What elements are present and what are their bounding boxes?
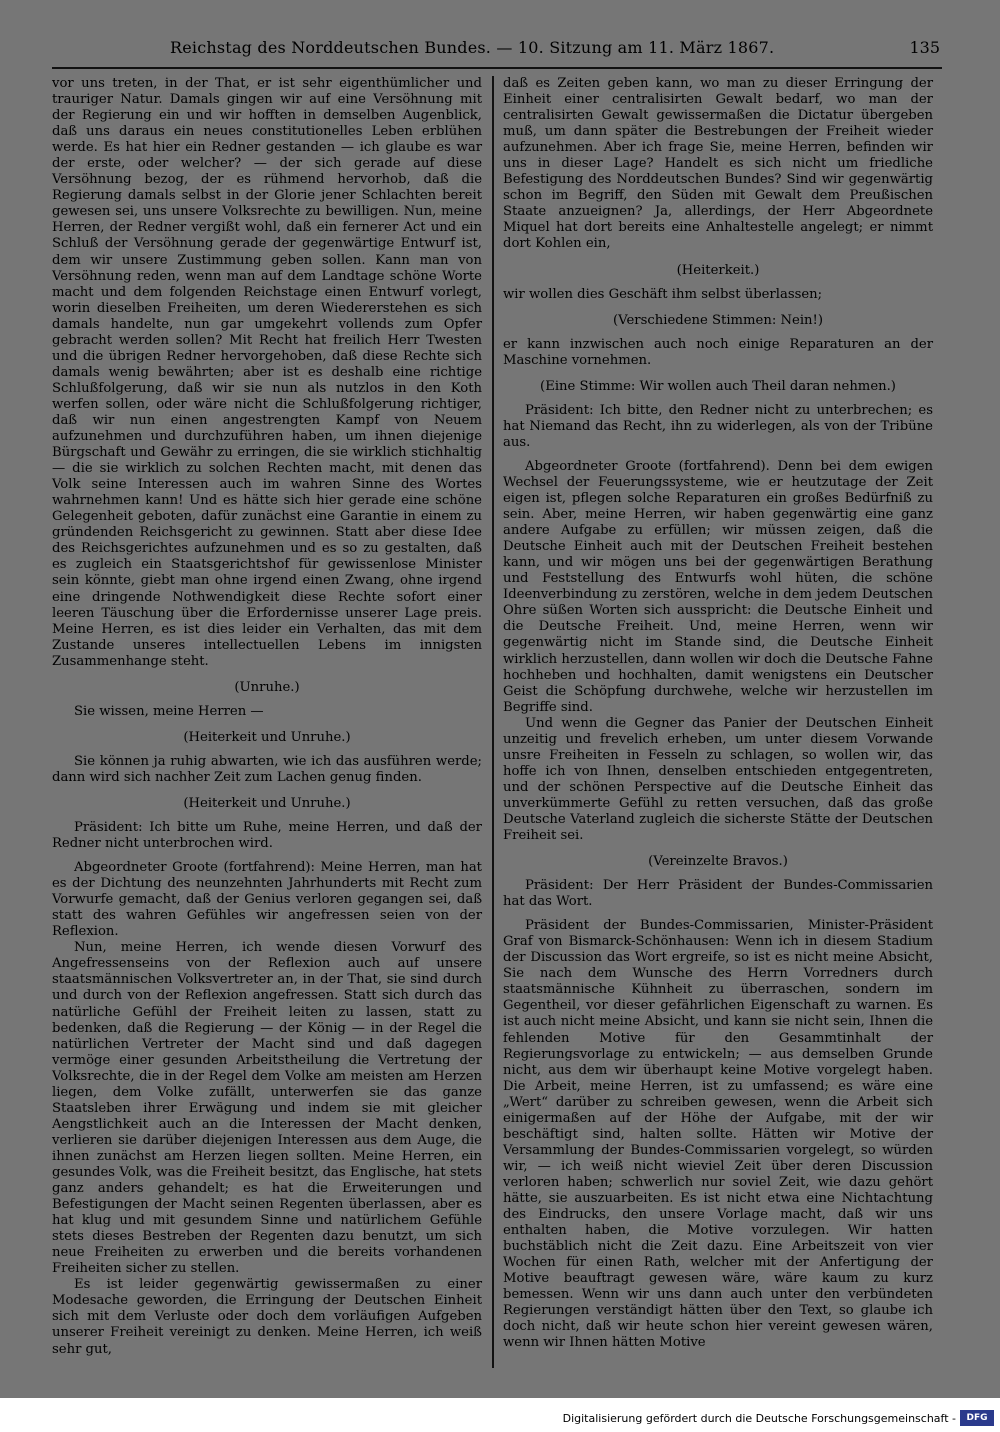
- column-divider: [492, 76, 494, 1368]
- paragraph: daß es Zeiten geben kann, wo man zu dieser Erringung der Einheit einer centralisirten Gewalt bedarf, wo man der centralisirten Gewalt gewissermaßen die Dictatur übergeben muß, um dann später die Bestrebungen der Freiheit wieder aufzunehmen. Aber ich frage Sie, meine Herren, befinden wir uns in dieser Lage? Handelt es sich nicht um friedliche Befestigung des Norddeutschen Bundes? Sind wir gegenwärtig schon im Begriff, den Süden mit Gewalt dem Preußischen Staate anzueignen? Ja, allerdings, der Herr Abgeordnete Miquel hat dort bereits eine Anhaltestelle angelegt; er nimmt dort Kohlen ein,: [503, 76, 933, 252]
- paragraph: wir wollen dies Geschäft ihm selbst überlassen;: [503, 286, 823, 302]
- paragraph: Abgeordneter Groote (fortfahrend): Meine Herren, man hat es der Dichtung des neunzehnten Jahrhunderts mit Recht zum Vorwurfe gemacht, daß der Genius verloren gegangen sei, daß statt des wahren Gefühles wir angefressen seien von der Reflexion.: [52, 860, 482, 940]
- interjection: (Heiterkeit und Unruhe.): [183, 795, 351, 811]
- paragraph: Es ist leider gegenwärtig gewissermaßen zu einer Modesache geworden, die Erringung der Deutschen Einheit sich mit dem Verluste oder doch dem vorläufigen Aufgeben unserer Freiheit vereinigt zu denken. Meine Herren, ich weiß sehr gut,: [52, 1277, 482, 1357]
- interjection: (Eine Stimme: Wir wollen auch Theil daran nehmen.): [540, 378, 896, 394]
- paragraph: Nun, meine Herren, ich wende diesen Vorwurf des Angefressenseins von der Reflexion auch auf unsere staatsmännischen Volksvertreter an, in der That, sie sind durch und durch von der Reflexion angefressen. Statt sich durch das natürliche Gefühl der Freiheit leiten zu lassen, statt zu bedenken, daß die Regierung — der König — in der Regel die natürlichen Vertreter der Macht sind und daß dagegen vermöge einer gesunden Arbeitstheilung die Vertretung der Volksrechte, die in der Regel dem Volke am meisten am Herzen liegen, dem Volke zufällt, unterwerfen sie das ganze Staatsleben ihrer Erwägung und indem sie mit gleicher Aengstlichkeit auch an die Interessen der Macht denken, verlieren sie darüber diejenigen Interessen aus dem Auge, die ihnen zunächst am Herzen liegen sollten. Meine Herren, ein gesundes Volk, was die Freiheit besitzt, das Englische, hat stets ganz anders gehandelt; es hat die Erweiterungen und Befestigungen der Macht seinen Regenten überlassen, aber es hat klug und mit gesundem Sinne und natürlichem Gefühle stets dieses Bestreben der Regenten dazu benutzt, um sich neue Freiheiten zu erwerben und die bereits vorhandenen Freiheiten sicher zu stellen.: [52, 940, 482, 1277]
- header-title: Reichstag des Norddeutschen Bundes. — 10. Sitzung am 11. März 1867.: [170, 38, 775, 57]
- paragraph: Sie können ja ruhig abwarten, wie ich das ausführen werde; dann wird sich nachher Zeit zum Lachen genug finden.: [52, 753, 482, 785]
- left-column: [52, 76, 482, 1358]
- paragraph: Präsident: Ich bitte, den Redner nicht zu unterbrechen; es hat Niemand das Recht, ihn zu widerlegen, als von der Tribüne aus.: [503, 402, 933, 450]
- right-column: [503, 76, 933, 1351]
- paragraph: Präsident der Bundes-Commissarien, Minister-Präsident Graf von Bismarck-Schönhausen: Wenn ich in diesem Stadium der Discussion das Wort ergreife, so ist es nicht meine Absicht, Sie nach dem Wunsche des Herrn Vorredners durch staatsmännische Kühnheit zu überraschen, sondern im Gegentheil, vor dieser gefährlichen Eigenschaft zu warnen. Es ist auch nicht meine Absicht, und kann sie nicht sein, Ihnen die fehlenden Motive für den Gesammtinhalt der Regierungsvorlage zu entwickeln; — aus demselben Grunde nicht, aus dem wir überhaupt keine Motive vorgelegt haben. Die Arbeit, meine Herren, ist zu umfassend; es wäre eine „Wert“ darüber zu schreiben gewesen, wenn die Arbeit sich einigermaßen auf der Höhe der Aufgabe, mit der wir beschäftigt sind, halten sollte. Hätten wir Motive der Versammlung der Bundes-Commissarien vorgelegt, so würden wir, — ich weiß nicht wieviel Zeit über deren Discussion verloren haben; schwerlich nur soviel Zeit, wie dazu gehört hätte, sie auszuarbeiten. Es ist nicht etwa eine Nichtachtung des Eindrucks, den unsere Vorlage macht, daß wir uns enthalten haben, die Motive vorzulegen. Wir hatten buchstäblich nicht die Zeit dazu. Eine Arbeitszeit von vier Wochen für einen Rath, welcher mit der Anfertigung der Motive beauftragt gewesen wäre, wäre kaum zu kurz bemessen. Wenn wir uns dann auch unter den verbündeten Regierungen verständigt hätten über den Text, so glaube ich doch nicht, daß wir heute schon hier vereint gewesen wären, wenn wir Ihnen hätten Motive: [503, 918, 933, 1351]
- paragraph: Präsident: Ich bitte um Ruhe, meine Herren, und daß der Redner nicht unterbrochen wird.: [52, 820, 482, 852]
- interjection: (Heiterkeit und Unruhe.): [183, 729, 351, 745]
- footer: [0, 1398, 1000, 1432]
- interjection: (Verschiedene Stimmen: Nein!): [613, 312, 823, 328]
- paragraph: Und wenn die Gegner das Panier der Deutschen Einheit unzeitig und frevelich erheben, um unter diesem Vorwande unsre Freiheiten in Fesseln zu schlagen, so wollen wir, das hoffe ich von Ihnen, denselben entschieden entgegentreten, und der schönen Perspective auf die Deutsche Einheit das unverkümmerte Gefühl zu retten versuchen, daß das große Deutsche Vaterland zugleich die sicherste Stätte der Deutschen Freiheit sei.: [503, 715, 933, 844]
- paragraph: er kann inzwischen auch noch einige Reparaturen an der Maschine vornehmen.: [503, 336, 933, 368]
- paragraph: vor uns treten, in der That, er ist sehr eigenthümlicher und trauriger Natur. Damals gingen wir auf eine Versöhnung mit der Regierung ein und wir hofften in demselben Augenblick, daß uns daraus ein neues constitutionelles Leben erblühen werde. Es hat hier ein Redner gestanden — ich glaube es war der erste, oder welcher? — der sich gerade auf diese Versöhnung bezog, der es rühmend hervorhob, daß die Regierung damals selbst in der Glorie jener Schlachten bereit gewesen sei, uns unsere Volksrechte zu bewilligen. Nun, meine Herren, der Redner vergißt wohl, daß ein fernerer Act und ein Schluß der Versöhnung gerade der gegenwärtige Entwurf ist, dem wir unsere Zustimmung geben sollen. Kann man von Versöhnung reden, wenn man auf dem Landtage schöne Worte macht und dem folgenden Reichstage einen Entwurf vorlegt, worin dieselben Freiheiten, um deren Wiedererstehen es sich damals handelte, nun gar umgekehrt vollends zum Opfer gebracht werden sollen? Mit Recht hat freilich Herr Twesten und die übrigen Redner hervorgehoben, daß diese Rechte sich damals wenig bewährten; aber ist es deshalb eine richtige Schlußfolgerung, daß wir sie nun als nutzlos in den Koth werfen sollen, oder wäre nicht die Schlußfolgerung richtiger, daß wir nun einen angestrengten Kampf von Neuem aufzunehmen und durchzuführen haben, um ihnen diejenige Bürgschaft und Gewähr zu erringen, die sie wirklich stichhaltig — die sie wirklich zu solchen Rechten macht, mit denen das Volk seine Interessen auch im wahren Sinne des Wortes wahrnehmen kann! Und es hätte sich hier gerade eine schöne Gelegenheit geboten, dafür zunächst eine Garantie in einem zu gründenden Reichsgericht zu gewinnen. Statt aber diese Idee des Reichsgerichtes aufzunehmen und es so zu gestalten, daß es zugleich ein Staatsgerichtshof für gewissenlose Minister sein könnte, giebt man ohne irgend einen Zwang, ohne irgend eine dringende Nothwendigkeit diese Rechte sofort einer leeren Täuschung über die Erfordernisse unserer Lage preis. Meine Herren, es ist dies leider ein Verhalten, das mit dem Zustande unseres intellectuellen Lebens im innigsten Zusammenhange steht.: [52, 76, 482, 669]
- interjection: (Unruhe.): [234, 679, 300, 695]
- running-header: [170, 34, 940, 62]
- digitization-credit: Digitalisierung gefördert durch die Deutsche Forschungsgemeinschaft -: [562, 1412, 956, 1425]
- paragraph: Abgeordneter Groote (fortfahrend). Denn bei dem ewigen Wechsel der Feuerungssysteme, wie er heutzutage der Zeit eigen ist, pflegen solche Reparaturen ein großes Bedürfniß zu sein. Aber, meine Herren, wir haben gegenwärtig eine ganz andere Aufgabe zu erfüllen; wir müssen zeigen, daß die Deutsche Einheit auch mit der Deutschen Freiheit bestehen kann, und wir mögen uns bei der gegenwärtigen Berathung und Feststellung des Entwurfs wohl hüten, die schöne Ideenverbindung zu zerstören, welche in dem jedem Deutschen Ohre süßen Worten sich ausspricht: die Deutsche Einheit und die Deutsche Freiheit. Und, meine Herren, wenn wir gegenwärtig nicht im Stande sind, die Deutsche Einheit wirklich herzustellen, dann wollen wir doch die Deutsche Fahne hochheben und hochhalten, damit wenigstens ein Deutscher Geist die Schöpfung durchwehe, welche wir herzustellen im Begriffe sind.: [503, 458, 933, 715]
- header-rule: [52, 67, 942, 69]
- paragraph: Präsident: Der Herr Präsident der Bundes-Commissarien hat das Wort.: [503, 878, 933, 910]
- page-number: 135: [909, 38, 940, 57]
- interjection: (Heiterkeit.): [676, 262, 760, 278]
- interjection: (Vereinzelte Bravos.): [648, 854, 788, 870]
- paragraph: Sie wissen, meine Herren —: [74, 703, 264, 719]
- dfg-logo: DFG: [960, 1410, 994, 1426]
